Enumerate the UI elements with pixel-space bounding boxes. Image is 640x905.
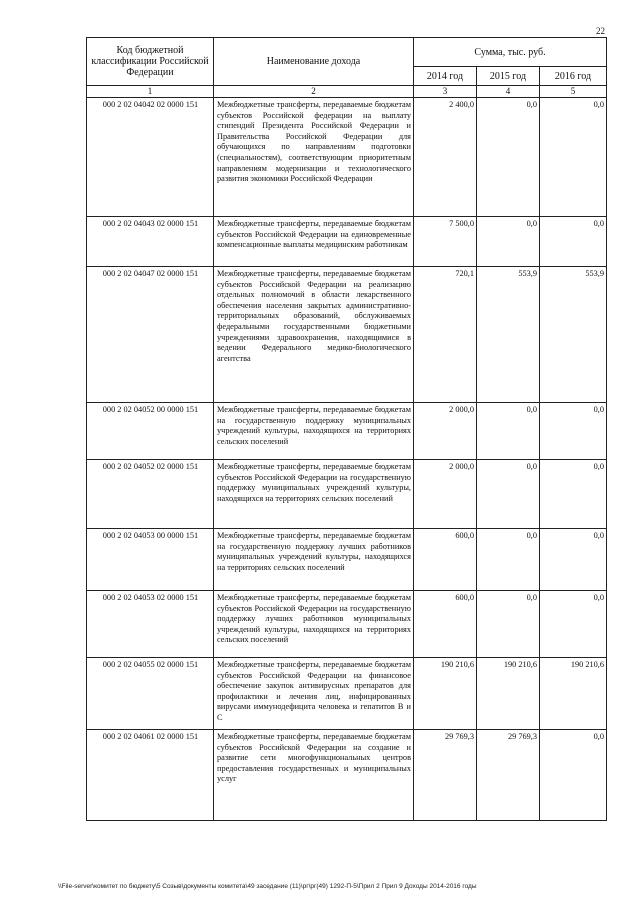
amount-2016-cell: 553,9 xyxy=(540,267,607,403)
column-index: 3 xyxy=(414,86,477,98)
amount-2015-cell: 0,0 xyxy=(477,217,540,267)
header-code: Код бюджетной классификации Российской Федерации xyxy=(87,38,214,86)
table-row xyxy=(87,460,607,529)
column-index: 1 xyxy=(87,86,214,98)
table-row xyxy=(87,730,607,821)
column-index: 2 xyxy=(214,86,414,98)
header-amount: Сумма, тыс. руб. xyxy=(414,38,607,67)
budget-code-cell: 000 2 02 04053 02 0000 151 xyxy=(87,591,214,658)
budget-code-cell: 000 2 02 04042 02 0000 151 xyxy=(87,98,214,217)
amount-2014-cell: 600,0 xyxy=(414,529,477,591)
table-row xyxy=(87,98,607,217)
income-name-cell: Межбюджетные трансферты, передаваемые бюджетам субъектов Российской Федерации на финансовое обеспечение закупок антивирусных препаратов для профилактики и лечения лиц, инфицированных вирусами иммунодефицита человека и гепатитов В и С xyxy=(214,658,414,730)
header-2014: 2014 год xyxy=(414,67,477,86)
amount-2014-cell: 190 210,6 xyxy=(414,658,477,730)
amount-2014-cell: 2 000,0 xyxy=(414,460,477,529)
amount-2015-cell: 0,0 xyxy=(477,403,540,460)
column-index: 5 xyxy=(540,86,607,98)
income-name-cell: Межбюджетные трансферты, передаваемые бюджетам на государственную поддержку лучших работников муниципальных учреждений культуры, находящихся на территориях сельских поселений xyxy=(214,529,414,591)
amount-2014-cell: 2 000,0 xyxy=(414,403,477,460)
amount-2014-cell: 600,0 xyxy=(414,591,477,658)
budget-code-cell: 000 2 02 04052 02 0000 151 xyxy=(87,460,214,529)
amount-2016-cell: 0,0 xyxy=(540,460,607,529)
amount-2015-cell: 190 210,6 xyxy=(477,658,540,730)
header-2015: 2015 год xyxy=(477,67,540,86)
amount-2016-cell: 0,0 xyxy=(540,529,607,591)
table-row xyxy=(87,658,607,730)
income-name-cell: Межбюджетные трансферты, передаваемые бюджетам субъектов Российской Федерации на государственную поддержку лучших работников муниципальных учреждений культуры, находящихся на территориях сельских поселений xyxy=(214,591,414,658)
amount-2016-cell: 0,0 xyxy=(540,217,607,267)
budget-code-cell: 000 2 02 04047 02 0000 151 xyxy=(87,267,214,403)
table-row xyxy=(87,267,607,403)
table-row xyxy=(87,217,607,267)
income-name-cell: Межбюджетные трансферты, передаваемые бюджетам субъектов Российской Федерации на единовременные компенсационные выплаты медицинским работникам xyxy=(214,217,414,267)
column-index: 4 xyxy=(477,86,540,98)
amount-2014-cell: 7 500,0 xyxy=(414,217,477,267)
amount-2015-cell: 553,9 xyxy=(477,267,540,403)
amount-2015-cell: 0,0 xyxy=(477,460,540,529)
income-table xyxy=(86,37,607,821)
income-name-cell: Межбюджетные трансферты, передаваемые бюджетам субъектов Российской Федерации на государственную поддержку муниципальных учреждений культуры, находящихся на территориях сельских поселений xyxy=(214,460,414,529)
amount-2014-cell: 2 400,0 xyxy=(414,98,477,217)
header-name: Наименование дохода xyxy=(214,38,414,86)
amount-2016-cell: 0,0 xyxy=(540,591,607,658)
budget-code-cell: 000 2 02 04061 02 0000 151 xyxy=(87,730,214,821)
budget-code-cell: 000 2 02 04052 00 0000 151 xyxy=(87,403,214,460)
file-path-footer: \\File-server\комитет по бюджету\5 Созыв\документы комитета\49 заседание (11)\рг\рг(49) 1292-П-5\Прил 2 Прил 9 Доходы 2014-2016 годы xyxy=(58,883,477,890)
amount-2015-cell: 0,0 xyxy=(477,591,540,658)
amount-2015-cell: 0,0 xyxy=(477,529,540,591)
income-name-cell: Межбюджетные трансферты, передаваемые бюджетам субъектов Российской Федерации на создание и развитие сети многофункциональных центров предоставления государственных и муниципальных услуг xyxy=(214,730,414,821)
budget-code-cell: 000 2 02 04053 00 0000 151 xyxy=(87,529,214,591)
page-number: 22 xyxy=(596,26,605,36)
header-2016: 2016 год xyxy=(540,67,607,86)
budget-code-cell: 000 2 02 04043 02 0000 151 xyxy=(87,217,214,267)
amount-2016-cell: 0,0 xyxy=(540,730,607,821)
table-row xyxy=(87,591,607,658)
amount-2016-cell: 0,0 xyxy=(540,403,607,460)
table-row xyxy=(87,529,607,591)
amount-2015-cell: 0,0 xyxy=(477,98,540,217)
amount-2016-cell: 0,0 xyxy=(540,98,607,217)
table-body xyxy=(87,98,607,821)
amount-2014-cell: 29 769,3 xyxy=(414,730,477,821)
amount-2016-cell: 190 210,6 xyxy=(540,658,607,730)
income-name-cell: Межбюджетные трансферты, передаваемые бюджетам субъектов Российской федерации на выплату стипендий Президента Российской Федерации и Правительства Российской Федерации для обучающихся по направлениям подготовки (специальностям), соответствующим приоритетным направлениям модернизации и технологического развития экономики Российской Федерации xyxy=(214,98,414,217)
amount-2015-cell: 29 769,3 xyxy=(477,730,540,821)
table-row xyxy=(87,403,607,460)
income-name-cell: Межбюджетные трансферты, передаваемые бюджетам субъектов Российской Федерации на реализацию отдельных полномочий в области лекарственного обеспечения населения закрытых административно-территориальных образований, обслуживаемых федеральными государственными бюджетными учреждениями здравоохранения, находящимися в ведении Федерального медико-биологического агентства xyxy=(214,267,414,403)
income-name-cell: Межбюджетные трансферты, передаваемые бюджетам на государственную поддержку муниципальных учреждений культуры, находящихся на территориях сельских поселений xyxy=(214,403,414,460)
budget-code-cell: 000 2 02 04055 02 0000 151 xyxy=(87,658,214,730)
column-index-row xyxy=(87,86,607,98)
amount-2014-cell: 720,1 xyxy=(414,267,477,403)
